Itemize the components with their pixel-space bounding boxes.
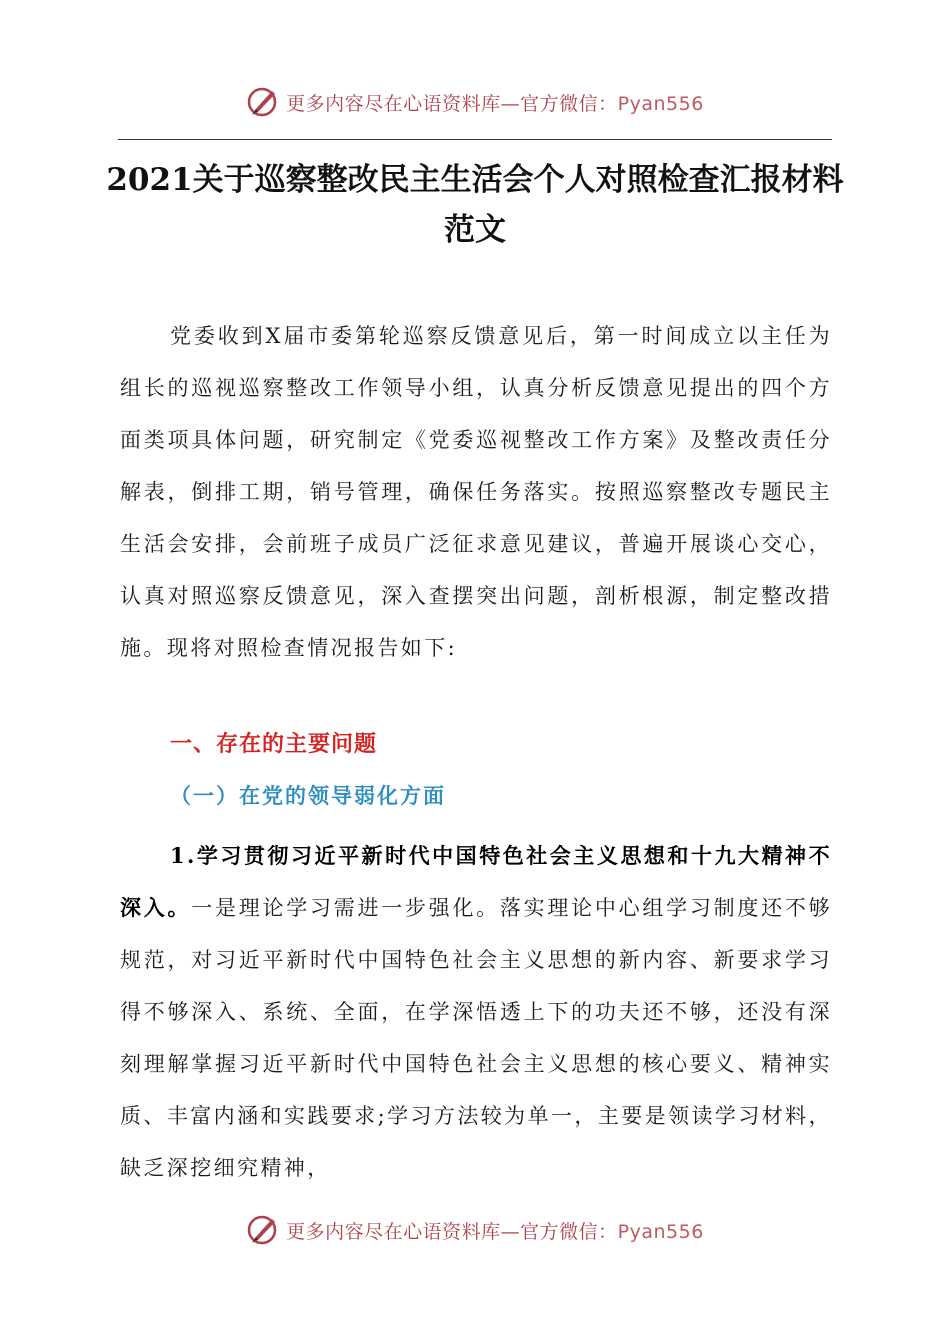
item-paragraph xyxy=(120,830,832,1194)
header-banner-text xyxy=(286,89,704,116)
footer-banner-text xyxy=(286,1217,704,1244)
document-title: 2021关于巡察整改民主生活会个人对照检查汇报材料范文 xyxy=(106,162,844,248)
header-divider xyxy=(118,139,832,140)
header-banner-label: 更多内容尽在心语资料库—官方微信： xyxy=(286,92,618,115)
item-body: 一是理论学习需进一步强化。落实理论中心组学习制度还不够规范，对习近平新时代中国特色社会主义思想的新内容、新要求学习得不够深入、系统、全面，在学深悟透上下的功夫还不够，还没有深刻理解掌握习近平新时代中国特色社会主义思想的核心要义、精神实质、丰富内涵和实践要求;学习方法较为单一，主要是领读学习材料，缺乏深挖细究精神， xyxy=(120,896,832,1180)
header-banner xyxy=(0,80,950,124)
quill-logo-icon xyxy=(246,1213,280,1247)
intro-paragraph: 党委收到X届市委第轮巡察反馈意见后，第一时间成立以主任为组长的巡视巡察整改工作领导小组，认真分析反馈意见提出的四个方面类项具体问题，研究制定《党委巡视整改工作方案》及整改责任分解表，倒排工期，销号管理，确保任务落实。按照巡察整改专题民主生活会安排，会前班子成员广泛征求意见建议，普遍开展谈心交心，认真对照巡察反馈意见，深入查摆突出问题，剖析根源，制定整改措施。现将对照检查情况报告如下: xyxy=(120,324,832,660)
item-lead: 1.学习贯彻习近平新时代中国特色社会主义思想和十九大精神不深入。 xyxy=(120,843,832,920)
header-banner-handle: Pyan556 xyxy=(617,92,704,115)
quill-logo-icon xyxy=(246,85,280,119)
footer-banner-handle: Pyan556 xyxy=(617,1220,704,1243)
section-heading: 一、存在的主要问题 xyxy=(170,732,378,757)
subsection-heading: （一）在党的领导弱化方面 xyxy=(170,783,446,808)
footer-banner xyxy=(0,1208,950,1252)
footer-banner-label: 更多内容尽在心语资料库—官方微信： xyxy=(286,1220,618,1243)
